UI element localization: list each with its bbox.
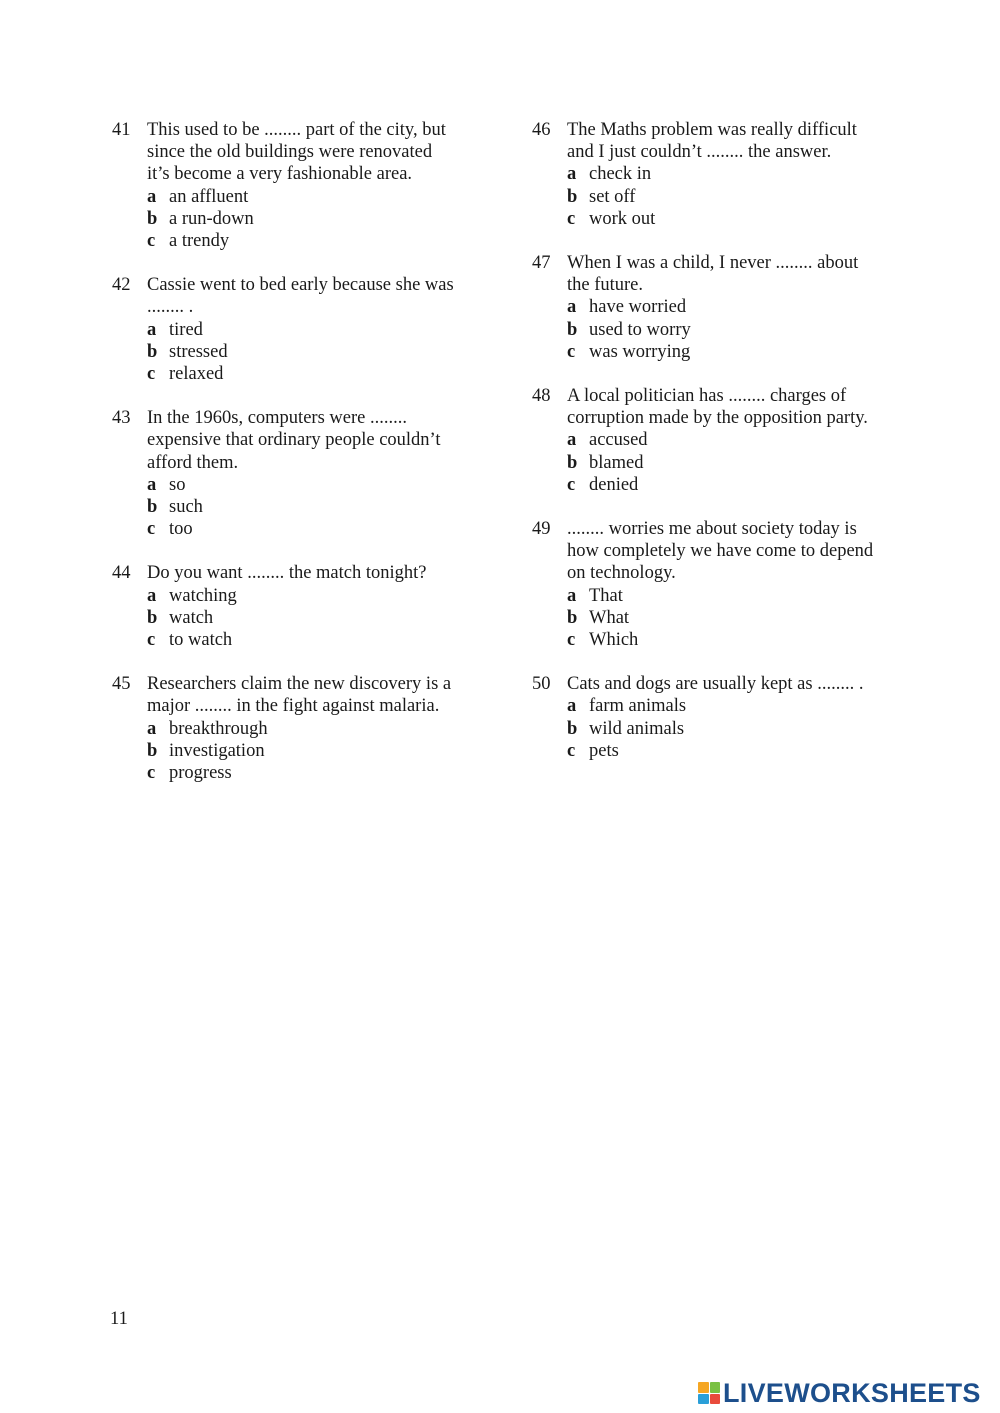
option-b[interactable] [567,186,892,208]
option-a[interactable] [147,319,472,341]
option-text: denied [589,474,639,495]
option-letter: c [567,474,576,495]
option-letter: b [147,208,158,229]
option-text: pets [589,740,619,761]
logo-square [698,1394,709,1405]
option-text: watch [169,607,214,628]
option-c[interactable] [147,518,472,540]
option-a[interactable] [567,429,892,451]
logo-square [710,1394,721,1405]
option-a[interactable] [567,695,892,717]
option-letter: b [567,319,578,340]
option-letter: a [147,186,157,207]
option-a[interactable] [567,296,892,318]
option-letter: a [147,718,157,739]
option-text: was worrying [589,341,691,362]
option-text: to watch [169,630,233,651]
question-text-line: Cassie went to bed early because she was [147,275,454,296]
option-text: check in [589,164,652,185]
option-letter: c [147,364,156,385]
option-letter: a [147,319,157,340]
option-letter: c [147,519,156,540]
option-text: have worried [589,297,687,318]
question-46 [532,119,892,230]
question-text-line: The Maths problem was really difficult [567,120,857,140]
option-text: That [589,585,623,606]
question-number: 46 [532,120,551,140]
question-text-line: ........ . [147,297,194,318]
option-a[interactable] [147,186,472,208]
option-text: progress [169,763,232,784]
page-number: 11 [110,1309,128,1329]
question-text-line: on technology. [567,563,676,584]
option-text: so [169,474,186,495]
option-letter: b [147,497,158,518]
option-a[interactable] [567,163,892,185]
question-number: 43 [112,408,131,429]
question-text-line: expensive that ordinary people couldn’t [147,430,441,451]
question-49 [532,518,892,651]
question-number: 48 [532,386,551,407]
option-text: farm animals [589,696,687,717]
option-a[interactable] [147,474,472,496]
option-b[interactable] [567,452,892,474]
option-b[interactable] [147,607,472,629]
option-b[interactable] [147,740,472,762]
question-47 [532,252,892,363]
option-letter: c [147,231,156,252]
option-b[interactable] [567,319,892,341]
question-48 [532,385,892,496]
option-text: tired [169,319,203,340]
option-c[interactable] [567,629,892,651]
option-text: wild animals [589,718,685,739]
question-text-line: Cats and dogs are usually kept as ........ . [567,674,864,695]
option-a[interactable] [147,718,472,740]
option-letter: c [567,630,576,651]
option-letter: b [147,607,158,628]
question-44 [112,562,472,651]
option-letter: c [567,740,576,761]
question-43 [112,407,472,540]
question-number: 41 [112,120,131,140]
question-text-line: When I was a child, I never ........ about [567,253,859,274]
option-letter: c [147,630,156,651]
option-letter: a [147,474,157,495]
option-letter: b [147,740,158,761]
question-number: 44 [112,563,131,584]
question-text-line: the future. [567,275,644,296]
question-text-line: how completely we have come to depend [567,541,874,562]
option-letter: b [567,186,578,207]
option-b[interactable] [147,341,472,363]
option-text: a run-down [169,208,254,229]
option-c[interactable] [567,341,892,363]
option-text: relaxed [169,364,224,385]
question-text-line: A local politician has ........ charges of [567,386,847,407]
option-c[interactable] [147,762,472,784]
question-text-line: ........ worries me about society today is [567,519,857,540]
option-text: watching [169,585,237,606]
question-text-line: it’s become a very fashionable area. [147,164,413,185]
question-45 [112,673,472,784]
option-letter: b [567,452,578,473]
question-41 [112,119,472,252]
option-letter: b [147,341,158,362]
option-text: blamed [589,452,644,473]
question-42 [112,274,472,385]
liveworksheets-logo-icon [698,1382,720,1404]
option-text: What [589,607,630,628]
right-column [532,119,892,784]
logo-square [698,1382,709,1393]
watermark-text: LIVEWORKSHEETS [723,1377,981,1408]
option-letter: a [567,696,577,717]
question-50 [532,673,892,762]
option-text: used to worry [589,319,691,340]
question-text-line: since the old buildings were renovated [147,142,433,163]
question-text-line: In the 1960s, computers were ........ [147,408,407,429]
logo-square [710,1382,721,1393]
option-letter: b [567,607,578,628]
question-number: 45 [112,674,131,695]
option-text: a trendy [169,231,230,252]
option-c[interactable] [567,474,892,496]
option-letter: b [567,718,578,739]
option-text: too [169,519,193,540]
option-letter: a [567,297,577,318]
option-text: work out [589,208,656,229]
question-number: 42 [112,275,131,296]
option-a[interactable] [567,585,892,607]
option-text: stressed [169,341,228,362]
question-text-line: This used to be ........ part of the city, but [147,120,446,140]
option-b[interactable] [567,607,892,629]
option-letter: a [567,585,577,606]
question-number: 50 [532,674,551,695]
option-text: investigation [169,740,265,761]
option-a[interactable] [147,585,472,607]
option-text: set off [589,186,636,207]
option-text: such [169,497,203,518]
option-c[interactable] [567,208,892,230]
option-text: breakthrough [169,718,268,739]
option-letter: a [567,430,577,451]
question-text-line: Do you want ........ the match tonight? [147,563,427,584]
question-text-line: major ........ in the fight against malaria. [147,696,440,717]
question-text-line: and I just couldn’t ........ the answer. [567,142,832,163]
option-c[interactable] [147,230,472,252]
option-letter: a [567,164,577,185]
question-number: 47 [532,253,551,274]
option-letter: c [567,208,576,229]
option-letter: c [567,341,576,362]
option-b[interactable] [147,208,472,230]
question-number: 49 [532,519,551,540]
option-letter: a [147,585,157,606]
option-b[interactable] [147,496,472,518]
question-text-line: corruption made by the opposition party. [567,408,868,429]
liveworksheets-watermark [698,1378,981,1408]
option-c[interactable] [147,629,472,651]
option-text: an affluent [169,186,249,207]
option-text: Which [589,630,639,651]
option-c[interactable] [567,740,892,762]
option-c[interactable] [147,363,472,385]
option-text: accused [589,430,648,451]
left-column [112,119,472,806]
question-text-line: Researchers claim the new discovery is a [147,674,452,695]
option-letter: c [147,763,156,784]
question-text-line: afford them. [147,452,239,473]
option-b[interactable] [567,718,892,740]
